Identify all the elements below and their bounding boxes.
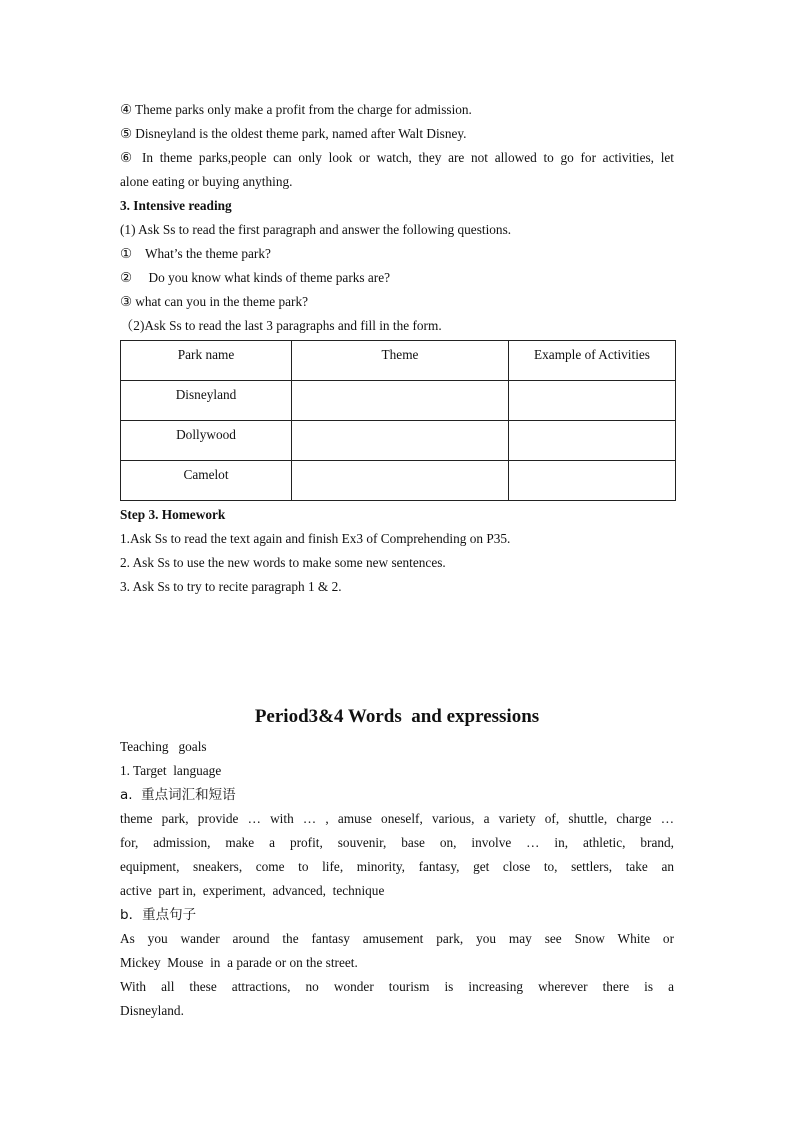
key-sentences-label: b．重点句子 [120,907,197,923]
question-1: ① What’s the theme park? [120,246,271,261]
activities-cell [509,461,676,501]
table-row [121,421,676,461]
theme-cell [292,381,509,421]
question-2: ② Do you know what kinds of theme parks are? [120,270,391,285]
statement-4: ④ Theme parks only make a profit from the charge for admission. [120,102,472,117]
statement-6: ⑥ In theme parks,people can only look or watch, they are not allowed to go for activities, let [120,150,674,165]
period-section [120,735,674,1023]
form-intro: （2)Ask Ss to read the last 3 paragraphs and fill in the form. [120,318,442,333]
activities-cell [509,421,676,461]
sentence-1-cont: Mickey Mouse in a parade or on the street. [120,955,358,970]
table-row [121,461,676,501]
statement-6-cont: alone eating or buying anything. [120,174,293,189]
vocab-line: equipment, sneakers, come to life, minority, fantasy, get close to, settlers, take an [120,859,674,874]
period-title: Period3&4 Words and expressions [254,706,540,727]
activities-table [120,340,676,501]
activities-cell [509,381,676,421]
header-park-name: Park name [121,341,292,381]
statement-5: ⑤ Disneyland is the oldest theme park, named after Walt Disney. [120,126,467,141]
table-header-row [121,341,676,381]
homework-item: 2. Ask Ss to use the new words to make some new sentences. [120,555,446,570]
intensive-reading-heading: 3. Intensive reading [120,198,232,213]
theme-cell [292,461,509,501]
table-row [121,381,676,421]
vocab-line: theme park, provide … with … , amuse oneself, various, a variety of, shuttle, charge … [120,811,674,826]
vocab-line-last: active part in, experiment, advanced, technique [120,883,385,898]
theme-cell [292,421,509,461]
park-name-cell: Disneyland [121,381,292,421]
sentence-1: As you wander around the fantasy amusement park, you may see Snow White or [120,931,674,946]
question-3: ③ what can you in the theme park? [120,294,309,309]
header-theme: Theme [292,341,509,381]
header-activities: Example of Activities [509,341,676,381]
homework-item: 3. Ask Ss to try to recite paragraph 1 & 2. [120,579,342,594]
question-intro: (1) Ask Ss to read the first paragraph and answer the following questions. [120,222,512,237]
homework-heading: Step 3. Homework [120,507,226,522]
sentence-2: With all these attractions, no wonder tourism is increasing wherever there is a [120,979,674,994]
key-words-label: a. 重点词汇和短语 [120,787,236,803]
sentence-2-cont: Disneyland. [120,1003,184,1018]
park-name-cell: Camelot [121,461,292,501]
vocab-line: for, admission, make a profit, souvenir, base on, involve … in, athletic, brand, [120,835,674,850]
homework-item: 1.Ask Ss to read the text again and finish Ex3 of Comprehending on P35. [120,531,511,546]
document-body [120,98,674,599]
teaching-goals: Teaching goals [120,739,207,754]
target-language: 1. Target language [120,763,222,778]
park-name-cell: Dollywood [121,421,292,461]
